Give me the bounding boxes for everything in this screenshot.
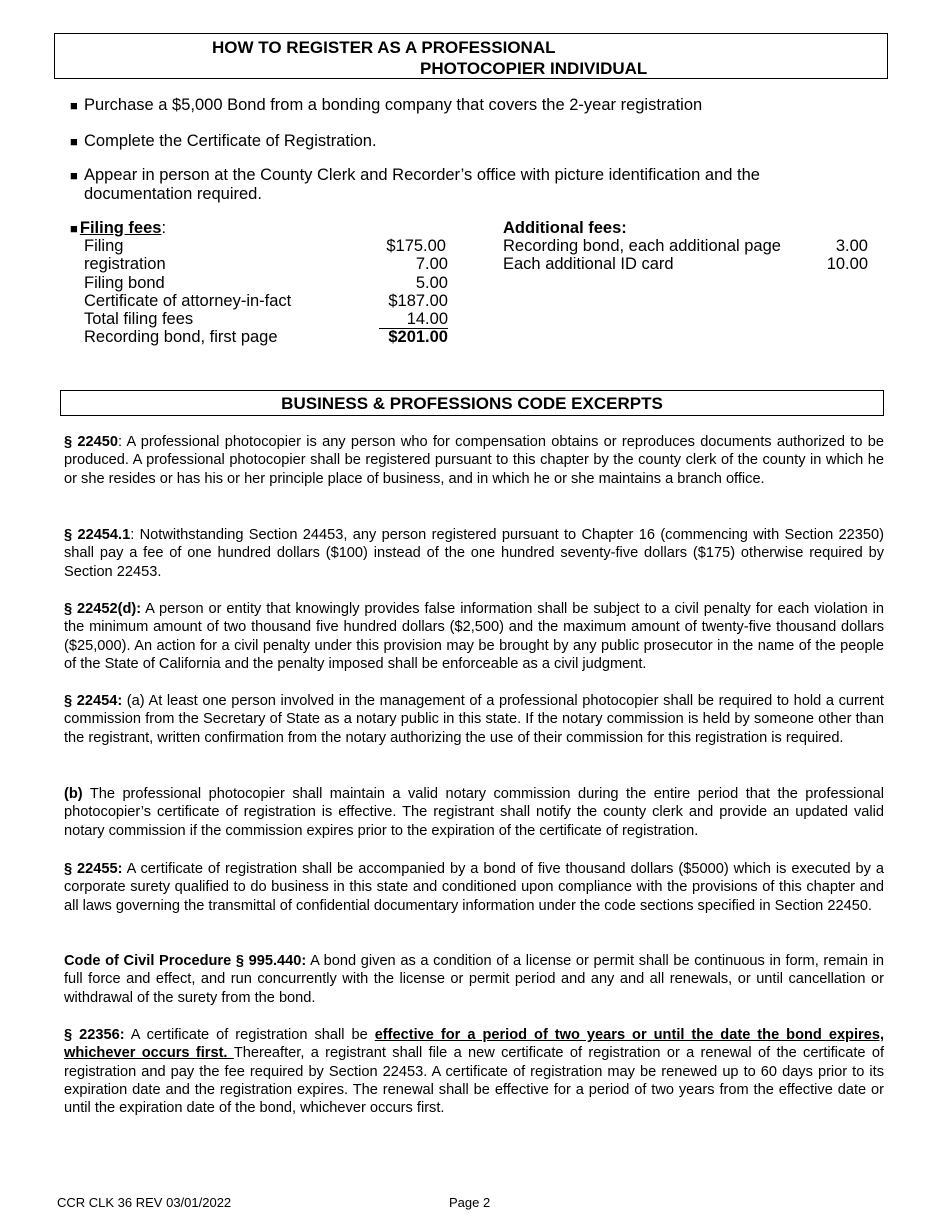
fee-row <box>84 237 450 255</box>
code-excerpt-22452d <box>64 600 884 673</box>
bullet-text: Appear in person at the County Clerk and Recorder’s office with picture identification and the documentation required. <box>84 166 760 203</box>
code-excerpt-22455 <box>64 860 884 915</box>
code-excerpt-22356 <box>64 1026 884 1117</box>
section-number: Code of Civil Procedure § 995.440: <box>64 953 307 969</box>
fee-row <box>84 310 450 328</box>
fee-amount: $187.00 <box>388 291 448 310</box>
fee-name: Recording bond, each additional page <box>503 237 781 255</box>
filing-fees-label: Filing fees <box>79 219 162 237</box>
bullet-square-icon: ■ <box>70 98 78 113</box>
bullet-text: Complete the Certificate of Registration. <box>84 132 377 150</box>
section-number: § 22450 <box>64 434 118 450</box>
emphasized-text: effective for a period of two years or until the date the bond expires, whichever occurs first. <box>64 1027 884 1062</box>
section-text: A certificate of registration shall be accompanied by a bond of five thousand dollars ($5000) which is executed by a corporate surety qualified to do business in this state and conditioned upon compliance with the provisions of this chapter and all laws governing the transmittal of confidential documentary information under the code sections specified in Section 22450. <box>64 861 884 914</box>
fee-name: registration <box>84 255 166 274</box>
section-text: : A professional photocopier is any person who for compensation obtains or reproduces documents authorized to be produced. A professional photocopier shall be registered pursuant to this chapter by the county clerk of the county in which he or she resides or has his or her principle place of business, and in which he or she maintains a branch office. <box>64 434 884 487</box>
bullet-square-icon: ■ <box>70 221 78 236</box>
fee-name: Filing <box>84 237 124 255</box>
section-text: (a) At least one person involved in the management of a professional photocopier shall be required to hold a current commission from the Secretary of State as a notary public in this state. If the notary commission is held by someone other than the registrant, written confirmation from the notary authorizing the use of their commission for this registration is required. <box>64 693 884 746</box>
fee-row <box>503 237 870 255</box>
fee-amount-total: $201.00 <box>388 328 448 347</box>
fee-name: Total filing fees <box>84 310 194 329</box>
fee-name: Filing bond <box>84 273 165 292</box>
filing-fees-table <box>84 237 450 347</box>
section-number: § 22356: <box>64 1027 125 1043</box>
bullet-square-icon: ■ <box>70 134 78 149</box>
code-excerpt-22454b <box>64 785 884 840</box>
bullet-item-appear <box>70 166 810 204</box>
fee-name: Certificate of attorney-in-fact <box>84 291 292 310</box>
title-box <box>54 33 888 79</box>
page-number: Page 2 <box>449 1195 491 1210</box>
section-text: Thereafter, a registrant shall file a new certificate of registration or a renewal of the certificate of registration and pay the fee required by Section 22453. A certificate of registration may be renewed up to 60 days prior to its expiration date and the registration expires. The renewal shall be effective for a period of two years from the effective date or until the expiration date of the bond, whichever occurs first. <box>64 1045 884 1117</box>
page-title-line-2: PHOTOCOPIER INDIVIDUAL <box>420 59 648 78</box>
fee-amount: 7.00 <box>415 255 448 274</box>
fee-row <box>84 255 450 273</box>
fee-row <box>503 255 870 273</box>
section-text: A bond given as a condition of a license or permit shall be continuous in form, remain in full force and effect, and run concurrently with the license or permit period and any and all renewals, or until cancellation or withdrawal of the surety from the bond. <box>64 953 885 1006</box>
fee-amount: 10.00 <box>826 255 868 274</box>
section-number: (b) <box>64 786 83 802</box>
section-number: § 22454: <box>64 693 123 709</box>
fee-amount: 14.00 <box>379 310 448 329</box>
section-number: § 22454.1 <box>64 527 131 543</box>
fee-name: Each additional ID card <box>503 255 674 274</box>
section-text: A person or entity that knowingly provides false information shall be subject to a civil penalty for each violation in the minimum amount of two thousand five hundred dollars ($2,500) and the maximum amount of twenty-five thousand dollars ($25,000). An action for a civil penalty under this provision may be brought by any public prosecutor in the name of the people of the State of California and the penalty imposed shall be enforceable as a civil judgment. <box>64 601 884 672</box>
fee-row-total <box>84 328 450 346</box>
bullet-item-bond <box>70 96 850 115</box>
section-text: A certificate of registration shall be <box>124 1027 375 1043</box>
section-number: § 22452(d): <box>64 601 142 617</box>
additional-fees-table <box>503 237 870 274</box>
fee-amount: 5.00 <box>415 273 448 292</box>
fee-amount: 3.00 <box>835 237 868 255</box>
code-excerpt-22454-1 <box>64 526 884 581</box>
section-title: BUSINESS & PROFESSIONS CODE EXCERPTS <box>60 390 884 416</box>
additional-fees-heading: Additional fees: <box>503 219 627 237</box>
code-excerpt-22450 <box>64 433 884 488</box>
bullet-square-icon: ■ <box>70 168 78 183</box>
bullet-item-certificate <box>70 132 850 151</box>
fee-amount: $175.00 <box>386 237 446 255</box>
section-text: : Notwithstanding Section 24453, any person registered pursuant to Chapter 16 (commencing with Section 22350) shall pay a fee of one hundred dollars ($100) instead of the one hundred seventy-five dollars ($175) otherwise required by Section 22453. <box>64 527 884 580</box>
page-title-line-1: HOW TO REGISTER AS A PROFESSIONAL <box>212 38 556 57</box>
fee-name: Recording bond, first page <box>84 328 278 347</box>
fee-row <box>84 274 450 292</box>
bullet-text: Purchase a $5,000 Bond from a bonding company that covers the 2-year registration <box>84 96 703 114</box>
section-text: The professional photocopier shall maintain a valid notary commission during the entire period that the professional photocopier’s certificate of registration is effective. The registrant shall notify the county clerk and provide an updated valid notary commission if the commission expires prior to the expiration of the certificate of registration. <box>64 786 884 839</box>
code-excerpt-22454a <box>64 692 884 747</box>
filing-fees-heading: ■ Filing fees: <box>70 219 167 237</box>
form-id: CCR CLK 36 REV 03/01/2022 <box>57 1195 232 1210</box>
code-excerpt-ccp-995-440 <box>64 952 884 1007</box>
fee-row <box>84 292 450 310</box>
section-number: § 22455: <box>64 861 123 877</box>
